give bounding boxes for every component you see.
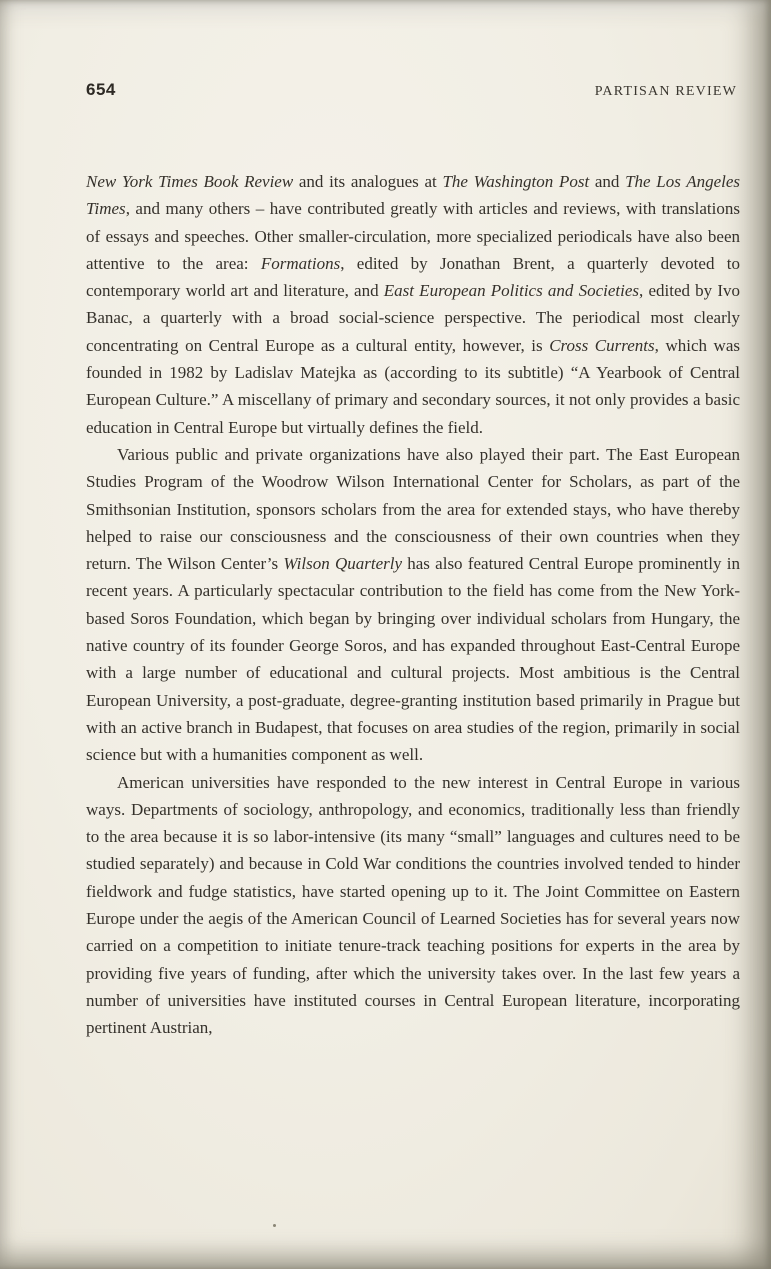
page-number: 654 xyxy=(86,80,116,99)
italic-text-run: Cross Currents xyxy=(549,335,655,355)
text-run: has also featured Central Europe prominently in recent years. A particularly spectacular contribution to the field has come from the New York-based Soros Foundation, which began by bringing over individual scholars from Hungary, the native country of its founder George Soros, and has expanded throughout East-Central Europe with a large number of educational and cultural projects. Most ambitious is the Central European University, a post-graduate, degree-granting institution based primarily in Prague but with an active branch in Budapest, that focuses on area studies of the region, primarily in social science but with a humanities component as well. xyxy=(86,554,740,765)
text-run: , edited by Ivo Banac, a quarterly with a broad social-science perspective. The periodical most clearly concentrating on Central Europe as a cultural entity, however, is xyxy=(86,281,741,355)
scan-artifact-dot xyxy=(273,1224,276,1227)
italic-text-run: New York Times Book Review xyxy=(86,172,294,191)
paragraph xyxy=(86,168,740,441)
paragraph xyxy=(86,441,740,769)
text-run: Various public and private organizations have also played their part. The East European Studies Program of the Woodrow Wilson International Center for Scholars, as part of the Smithsonian Institution, sponsors scholars from the area for extended stays, who have thereby helped to raise our consciousness and the consciousness of their own countries when they return. The Wilson Center’s xyxy=(86,444,740,574)
paragraph xyxy=(86,769,740,1042)
text-run: , which was founded in 1982 by Ladislav Matejka as (according to its subtitle) “A Yearbook of Central European Culture.” A miscellany of primary and secondary sources, it not only provides a basic education in Central Europe but virtually defines the field. xyxy=(86,335,740,437)
italic-text-run: East European Politics and Societies xyxy=(383,281,640,301)
text-run: and xyxy=(589,172,626,191)
italic-text-run: The Washington Post xyxy=(442,172,590,191)
italic-text-run: Wilson Quarterly xyxy=(283,554,402,574)
text-run: , and many others – have contributed greatly with articles and reviews, with translations of essays and speeches. Other smaller-circulation, more specialized periodicals have also been attentive to the area: xyxy=(86,199,740,273)
italic-text-run: The Los Angeles Times xyxy=(86,172,741,219)
italic-text-run: Formations xyxy=(260,253,341,273)
text-run: , edited by Jonathan Brent, a quarterly devoted to contemporary world art and literature, and xyxy=(86,253,740,301)
page-body xyxy=(86,168,740,1042)
journal-title: PARTISAN REVIEW xyxy=(594,84,737,99)
text-run: and its analogues at xyxy=(293,172,443,191)
page-header xyxy=(86,80,737,100)
text-run: American universities have responded to the new interest in Central Europe in various ways. Departments of sociology, anthropology, and economics, traditionally less than friendly to the area because it is so labor-intensive (its many “small” languages and cultures need to be studied separately) and because in Cold War conditions the countries involved tended to hinder fieldwork and fudge statistics, have started opening up to it. The Joint Committee on Eastern Europe under the aegis of the American Council of Learned Societies has for several years now carried on a competition to initiate tenure-track teaching positions for experts in the area by providing five years of funding, after which the university takes over. In the last few years a number of universities have instituted courses in Central European literature, incorporating pertinent Austrian, xyxy=(86,772,740,1038)
